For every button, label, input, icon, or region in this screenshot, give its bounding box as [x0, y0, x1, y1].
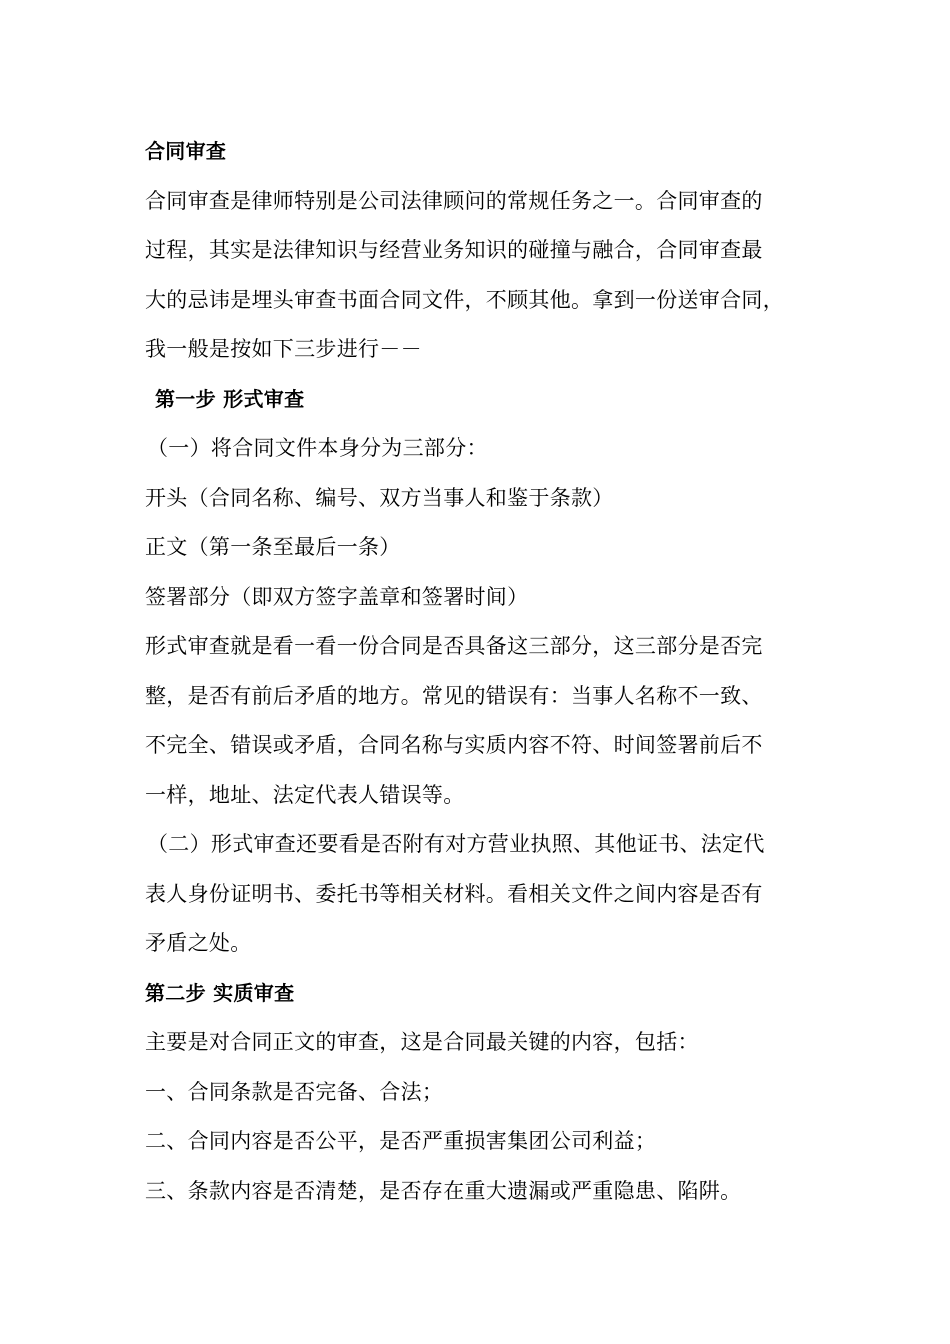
step1-part-item: 开头（合同名称、编号、双方当事人和鉴于条款）	[145, 485, 614, 510]
step1-explanation-line: 形式审查就是看一看一份合同是否具备这三部分，这三部分是否完	[145, 634, 763, 658]
intro-line: 过程，其实是法律知识与经营业务知识的碰撞与融合，合同审查最	[145, 238, 763, 262]
intro-line: 我一般是按如下三步进行－－	[145, 337, 422, 361]
intro-line: 大的忌讳是埋头审查书面合同文件，不顾其他。拿到一份送审合同，	[145, 287, 784, 312]
document-title: 合同审查	[145, 139, 227, 163]
step2-item: 二、合同内容是否公平，是否严重损害集团公司利益；	[145, 1129, 657, 1153]
step1-explanation-line: 不完全、错误或矛盾，合同名称与实质内容不符、时间签署前后不	[145, 733, 763, 757]
step1-part2-line: （二）形式审查还要看是否附有对方营业执照、其他证书、法定代	[147, 832, 765, 856]
step1-part-item: 正文（第一条至最后一条）	[145, 535, 401, 559]
step2-item: 一、合同条款是否完备、合法；	[145, 1079, 444, 1104]
step1-part1-intro: （一）将合同文件本身分为三部分：	[147, 436, 488, 460]
step1-explanation-line: 一样，地址、法定代表人错误等。	[145, 782, 465, 807]
step1-part-item: 签署部分（即双方签字盖章和签署时间）	[145, 584, 529, 609]
step1-explanation-line: 整，是否有前后矛盾的地方。常见的错误有：当事人名称不一致、	[145, 683, 763, 708]
step1-heading: 第一步 形式审查	[155, 386, 305, 411]
step1-part2-line: 表人身份证明书、委托书等相关材料。看相关文件之间内容是否有	[145, 881, 763, 906]
document-body	[145, 127, 815, 1216]
intro-line: 合同审查是律师特别是公司法律顾问的常规任务之一。合同审查的	[145, 188, 763, 213]
step2-heading: 第二步 实质审查	[145, 980, 295, 1005]
step2-intro: 主要是对合同正文的审查，这是合同最关键的内容，包括：	[145, 1030, 699, 1054]
step2-item: 三、条款内容是否清楚，是否存在重大遗漏或严重隐患、陷阱。	[145, 1178, 742, 1203]
step1-part2-line: 矛盾之处。	[145, 931, 252, 955]
